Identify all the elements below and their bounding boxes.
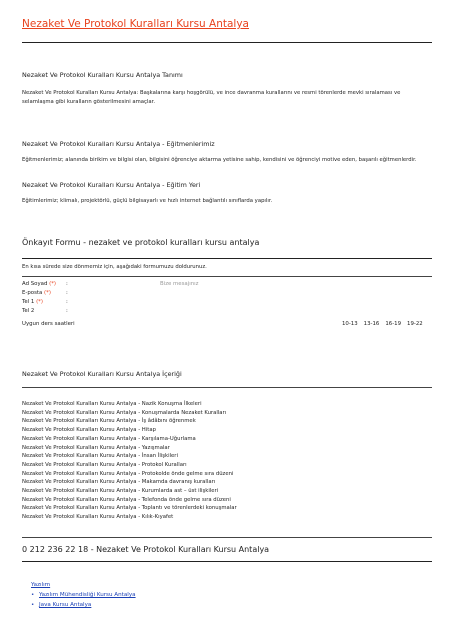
- form-intro: En kısa sürede size dönmemiz için, aşağıdaki formumuzu doldurunuz.: [22, 264, 207, 270]
- teachers-heading: Nezaket Ve Protokol Kuralları Kursu Antalya - Eğitmenlerimiz: [22, 140, 215, 148]
- hours-label: Uygun ders saatleri: [22, 321, 75, 327]
- footer-link-java[interactable]: Java Kursu Antalya: [39, 602, 92, 608]
- name-label: Ad Soyad: [22, 281, 48, 287]
- location-heading: Nezaket Ve Protokol Kuralları Kursu Antalya - Eğitim Yeri: [22, 181, 201, 189]
- hours-option-10-13[interactable]: 10-13: [342, 321, 358, 327]
- phone-bottom-divider: [22, 561, 432, 562]
- list-item: Nezaket Ve Protokol Kuralları Kursu Antalya - İş âdâbını öğrenmek: [22, 418, 196, 425]
- email-label: E-posta: [22, 290, 43, 296]
- list-item: Nezaket Ve Protokol Kuralları Kursu Antalya - Kılık-Kıyafet: [22, 514, 174, 521]
- message-textarea[interactable]: Bize mesajınız: [160, 281, 199, 287]
- location-text: Eğitimlerimiz; klimalı, projektörlü, güçlü bilgisayarlı ve hızlı internet bağlantılı sınıflarda yapılır.: [22, 198, 273, 204]
- bullet-icon: •: [31, 602, 35, 608]
- form-heading: Önkayıt Formu - nezaket ve protokol kuralları kursu antalya: [22, 238, 260, 247]
- name-field-input[interactable]: :: [66, 281, 68, 287]
- email-field-input[interactable]: :: [66, 290, 68, 296]
- phone-heading: 0 212 236 22 18 - Nezaket Ve Protokol Kuralları Kursu Antalya: [22, 545, 270, 554]
- list-item: Nezaket Ve Protokol Kuralları Kursu Antalya - Konuşmalarda Nezaket Kuralları: [22, 409, 227, 416]
- footer-link-software-engineering[interactable]: Yazılım Mühendisliği Kursu Antalya: [39, 592, 136, 598]
- hours-options: [342, 321, 429, 327]
- list-item: Nezaket Ve Protokol Kuralları Kursu Antalya - Toplantı ve törenlerdeki konuşmalar: [22, 505, 237, 512]
- tel1-field-label: [22, 299, 43, 305]
- list-item: Nezaket Ve Protokol Kuralları Kursu Antalya - Nazik Konuşma İlkeleri: [22, 401, 202, 407]
- tel1-field-input[interactable]: :: [66, 299, 68, 305]
- hours-option-13-16[interactable]: 13-16: [363, 321, 380, 327]
- required-marker: (*): [44, 290, 51, 296]
- hours-option-16-19[interactable]: 16-19: [385, 321, 402, 327]
- page-title-link[interactable]: Nezaket Ve Protokol Kuralları Kursu Antalya: [22, 18, 249, 30]
- list-item: Nezaket Ve Protokol Kuralları Kursu Antalya - Kurumlarda ast – üst ilişkileri: [22, 488, 219, 494]
- bullet-icon: •: [31, 592, 35, 598]
- tel2-field-input[interactable]: :: [66, 308, 68, 314]
- form-divider: [22, 258, 432, 259]
- content-divider: [22, 387, 432, 388]
- phone-top-divider: [22, 537, 432, 538]
- list-item: Nezaket Ve Protokol Kuralları Kursu Antalya - Protokol Kuralları: [22, 461, 187, 468]
- teachers-text: Eğitmenlerimiz; alanında birikim ve bilgisi olan, bilgisini öğrenciye aktarma yetisine sahip, kendisini ve öğrenciyi motive eden, başarılı eğitmenlerdir.: [22, 157, 417, 163]
- hours-option-19-22[interactable]: 19-22: [407, 321, 423, 327]
- required-marker: (*): [49, 281, 56, 287]
- list-item: Nezaket Ve Protokol Kuralları Kursu Antalya - Hitap: [22, 427, 156, 434]
- list-item: Nezaket Ve Protokol Kuralları Kursu Antalya - Karşılama-Uğurlama: [22, 435, 196, 442]
- intro-text: Nezaket Ve Protokol Kuralları Kursu Antalya: Başkalarına karşı hoşgörülü, ve ince davranma kurallarını ve resmi törenlerde mevki sıralaması ve selamlaşma gibi kuralların gösterilmesini amaçlar.: [22, 90, 401, 105]
- form-intro-divider: [22, 276, 432, 277]
- content-heading: Nezaket Ve Protokol Kuralları Kursu Antalya İçeriği: [22, 370, 182, 378]
- name-field-label: [22, 281, 56, 287]
- list-item: Nezaket Ve Protokol Kuralları Kursu Antalya - Telefonda önde gelme sıra düzeni: [22, 496, 231, 503]
- tel1-label: Tel 1: [22, 299, 35, 305]
- title-divider: [22, 42, 432, 43]
- tel2-label: Tel 2: [22, 308, 35, 314]
- intro-heading: Nezaket Ve Protokol Kuralları Kursu Antalya Tanımı: [22, 71, 183, 79]
- list-item: Nezaket Ve Protokol Kuralları Kursu Antalya - Yazışmalar: [22, 444, 170, 451]
- tel2-field-label: [22, 308, 34, 314]
- list-item: Nezaket Ve Protokol Kuralları Kursu Antalya - Protokolde önde gelme sıra düzeni: [22, 470, 234, 477]
- category-link-yazilim[interactable]: Yazılım: [31, 582, 51, 588]
- required-marker: (*): [36, 299, 43, 305]
- list-item: Nezaket Ve Protokol Kuralları Kursu Antalya - Makamda davranış kuralları: [22, 479, 216, 486]
- list-item: Nezaket Ve Protokol Kuralları Kursu Antalya - İnsan İlişkileri: [22, 453, 178, 460]
- email-field-label: [22, 290, 51, 296]
